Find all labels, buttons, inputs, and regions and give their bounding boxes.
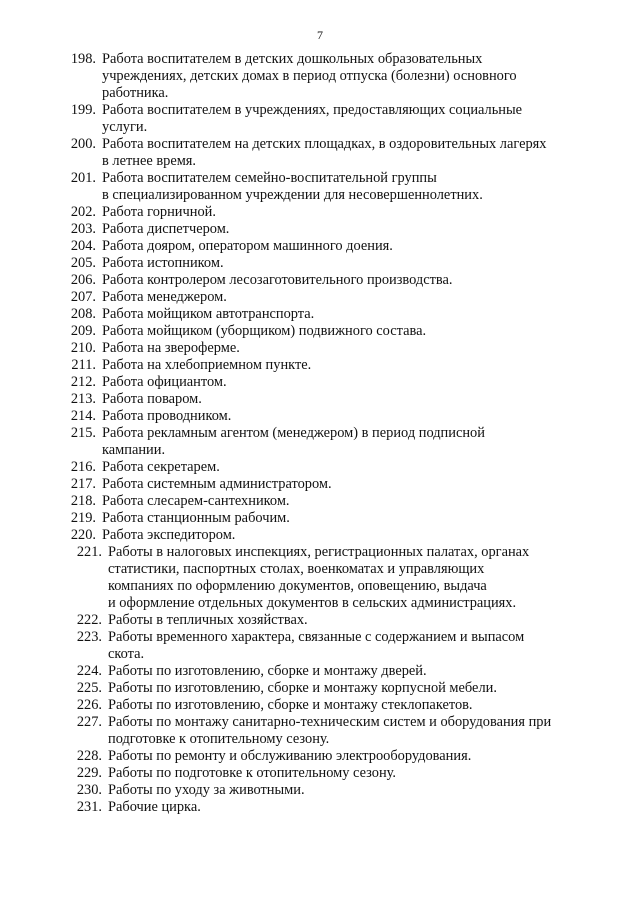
item-text [102, 323, 586, 340]
item-text-line: Работа секретарем. [102, 459, 220, 475]
item-text-line: Работы в налоговых инспекциях, регистрационных палатах, органах [108, 544, 530, 560]
list-item [58, 221, 586, 238]
item-text-line: Работа проводником. [102, 408, 232, 424]
item-number: 206. [70, 272, 96, 288]
item-text-line: Работы по изготовлению, сборке и монтажу стеклопакетов. [108, 697, 473, 713]
item-text [102, 374, 586, 391]
list-item [58, 204, 586, 221]
list-item [58, 255, 586, 272]
item-text-line: учреждениях, детских домах в период отпуска (болезни) основного [102, 68, 517, 84]
item-text-line: и оформление отдельных документов в сельских администрациях. [108, 595, 517, 611]
item-text [108, 782, 586, 799]
item-text-line: Работа слесарем-сантехником. [102, 493, 290, 509]
item-number: 201. [70, 170, 96, 186]
item-text-line: работника. [102, 85, 169, 101]
item-text [102, 527, 586, 544]
item-number: 225. [76, 680, 102, 696]
item-text [102, 255, 586, 272]
item-number: 230. [76, 782, 102, 798]
item-text-line: компаниях по оформлению документов, оповещению, выдача [108, 578, 487, 594]
item-text [102, 238, 586, 255]
item-number: 217. [70, 476, 96, 492]
item-text [102, 340, 586, 357]
item-text-line: в специализированном учреждении для несовершеннолетних. [102, 187, 483, 203]
item-number: 211. [71, 357, 96, 373]
item-text [102, 204, 586, 221]
list-item [58, 714, 586, 748]
list-item [58, 374, 586, 391]
list-item [58, 408, 586, 425]
item-number: 208. [70, 306, 96, 322]
item-text [108, 748, 586, 765]
item-text [108, 714, 586, 748]
item-number: 227. [76, 714, 102, 730]
item-text-line: Работа на хлебоприемном пункте. [102, 357, 312, 373]
item-number: 209. [70, 323, 96, 339]
item-text-line: Работа дояром, оператором машинного доения. [102, 238, 393, 254]
item-number: 229. [76, 765, 102, 781]
item-text [102, 391, 586, 408]
item-text-line: Работа станционным рабочим. [102, 510, 290, 526]
list-item [58, 782, 586, 799]
list-item [58, 340, 586, 357]
item-number: 228. [76, 748, 102, 764]
item-number: 204. [70, 238, 96, 254]
item-text-line: Работа поваром. [102, 391, 202, 407]
item-text [102, 476, 586, 493]
item-text-line: в летнее время. [102, 153, 197, 169]
item-text [102, 425, 586, 459]
item-number: 214. [70, 408, 96, 424]
list-item [58, 765, 586, 782]
item-text-line: Работа мойщиком автотранспорта. [102, 306, 315, 322]
item-text-line: Работа диспетчером. [102, 221, 230, 237]
item-text-line: Работа горничной. [102, 204, 216, 220]
item-text [108, 765, 586, 782]
list-item [58, 136, 586, 170]
list-item [58, 289, 586, 306]
item-text [102, 102, 586, 136]
item-text-line: Работа воспитателем в детских дошкольных образовательных [102, 51, 483, 67]
item-text [108, 697, 586, 714]
item-text [102, 459, 586, 476]
item-text-line: Работы по уходу за животными. [108, 782, 305, 798]
item-text-line: скота. [108, 646, 145, 662]
list-item [58, 238, 586, 255]
item-number: 205. [70, 255, 96, 271]
item-text-line: Рабочие цирка. [108, 799, 201, 815]
item-text-line: Работы по ремонту и обслуживанию электрооборудования. [108, 748, 472, 764]
page-number: 7 [317, 28, 323, 42]
item-text-line: статистики, паспортных столах, военкоматах и управляющих [108, 561, 485, 577]
item-text [108, 629, 586, 663]
item-text-line: Работа мойщиком (уборщиком) подвижного состава. [102, 323, 427, 339]
item-number: 218. [70, 493, 96, 509]
item-text [102, 306, 586, 323]
list-item [58, 748, 586, 765]
list-item [58, 476, 586, 493]
item-text [102, 493, 586, 510]
item-text-line: подготовке к отопительному сезону. [108, 731, 330, 747]
item-text-line: Работа контролером лесозаготовительного производства. [102, 272, 453, 288]
item-text-line: Работа воспитателем в учреждениях, предоставляющих социальные [102, 102, 523, 118]
item-number: 221. [76, 544, 102, 560]
item-number: 202. [70, 204, 96, 220]
list-item [58, 306, 586, 323]
item-number: 199. [70, 102, 96, 118]
item-text-line: Работа рекламным агентом (менеджером) в период подписной [102, 425, 485, 441]
list-item [58, 629, 586, 663]
item-number: 231. [76, 799, 102, 815]
item-text-line: Работы по подготовке к отопительному сезону. [108, 765, 397, 781]
item-text [108, 680, 586, 697]
item-text-line: Работы по изготовлению, сборке и монтажу корпусной мебели. [108, 680, 497, 696]
item-text-line: услуги. [102, 119, 148, 135]
list-item [58, 799, 586, 816]
item-number: 223. [76, 629, 102, 645]
list-item [58, 425, 586, 459]
item-number: 203. [70, 221, 96, 237]
list-item [58, 680, 586, 697]
item-text-line: Работы по монтажу санитарно-техническим систем и оборудования при [108, 714, 552, 730]
item-number: 226. [76, 697, 102, 713]
item-text-line: Работа официантом. [102, 374, 227, 390]
item-number: 198. [70, 51, 96, 67]
item-text-line: Работа на звероферме. [102, 340, 240, 356]
item-number: 200. [70, 136, 96, 152]
list-item [58, 510, 586, 527]
list-item [58, 459, 586, 476]
item-text-line: кампании. [102, 442, 166, 458]
item-text-line: Работа воспитателем семейно-воспитательной группы [102, 170, 437, 186]
list-item [58, 323, 586, 340]
item-text-line: Работы в тепличных хозяйствах. [108, 612, 308, 628]
item-text [108, 544, 586, 612]
item-text [102, 136, 586, 170]
item-text-line: Работа менеджером. [102, 289, 227, 305]
list-item [58, 102, 586, 136]
item-text [108, 799, 586, 816]
item-text-line: Работа истопником. [102, 255, 224, 271]
list-item [58, 612, 586, 629]
item-text [102, 357, 586, 374]
item-text [102, 289, 586, 306]
item-number: 213. [70, 391, 96, 407]
item-text [108, 663, 586, 680]
list-item [58, 493, 586, 510]
list-item [58, 544, 586, 612]
item-text [108, 612, 586, 629]
list-item [58, 697, 586, 714]
item-text-line: Работы временного характера, связанные с содержанием и выпасом [108, 629, 525, 645]
item-text [102, 51, 586, 102]
item-text [102, 510, 586, 527]
item-number: 207. [70, 289, 96, 305]
list-item [58, 272, 586, 289]
item-text-line: Работы по изготовлению, сборке и монтажу дверей. [108, 663, 427, 679]
list-item [58, 663, 586, 680]
item-number: 212. [70, 374, 96, 390]
item-text-line: Работа системным администратором. [102, 476, 332, 492]
item-number: 210. [70, 340, 96, 356]
item-text-line: Работа экспедитором. [102, 527, 236, 543]
item-text [102, 272, 586, 289]
item-number: 216. [70, 459, 96, 475]
list-item [58, 357, 586, 374]
item-number: 220. [70, 527, 96, 543]
item-text [102, 170, 586, 204]
list-item [58, 391, 586, 408]
item-text-line: Работа воспитателем на детских площадках, в оздоровительных лагерях [102, 136, 547, 152]
list-item [58, 170, 586, 204]
item-text [102, 221, 586, 238]
item-number: 224. [76, 663, 102, 679]
item-number: 222. [76, 612, 102, 628]
list-item [58, 527, 586, 544]
list-item [58, 51, 586, 102]
item-number: 219. [70, 510, 96, 526]
numbered-list [58, 51, 586, 816]
item-number: 215. [70, 425, 96, 441]
item-text [102, 408, 586, 425]
